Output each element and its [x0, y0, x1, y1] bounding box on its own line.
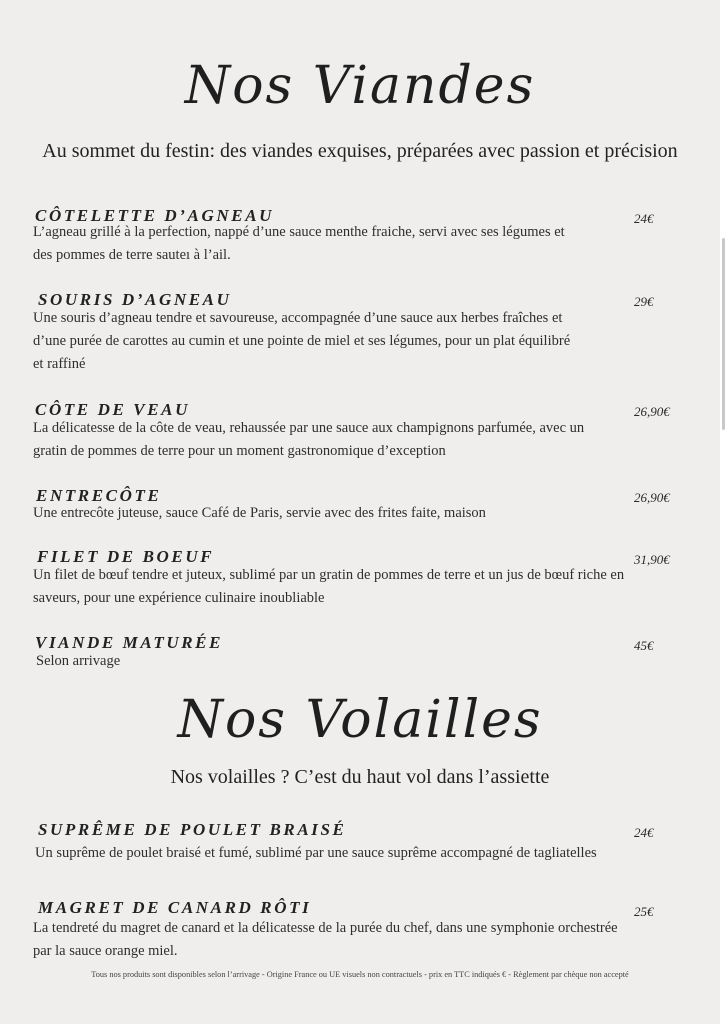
menu-item-description: La tendreté du magret de canard et la délicatesse de la purée du chef, dans une symphonie orchestrée par la sauce orange miel.	[33, 920, 618, 959]
menu-item-name: ENTRECÔTE	[36, 486, 162, 505]
menu-item-name: CÔTE DE VEAU	[35, 400, 190, 419]
menu-item-description: La délicatesse de la côte de veau, rehaussée par une sauce aux champignons parfumée, avec un gratin de pommes de terre pour un moment gastronomique d’exception	[33, 420, 585, 459]
menu-item-price: 24€	[634, 825, 654, 840]
scrollbar-track[interactable]	[720, 0, 728, 1024]
menu-item-description: Une souris d’agneau tendre et savoureuse, accompagnée d’une sauce aux herbes fraîches et d’une purée de carottes au cumin et une pointe de miel et ses légumes, pour un plat équilibré et raffiné	[33, 310, 571, 372]
menu-item-price: 26,90€	[634, 490, 670, 505]
volailles-subtitle: Nos volailles ? C’est du haut vol dans l’assiette	[170, 766, 550, 788]
volailles-title: Nos Volailles	[177, 690, 543, 750]
footer-note: Tous nos produits sont disponibles selon l’arrivage - Origine France ou UE visuels non contractuels - prix en TTC indiqués € - Règlement par chèque non accepté	[91, 970, 629, 979]
menu-item-price: 31,90€	[634, 552, 670, 567]
menu-item-name: SUPRÊME DE POULET BRAISÉ	[38, 820, 347, 839]
viandes-subtitle: Au sommet du festin: des viandes exquises, préparées avec passion et précision	[42, 140, 678, 162]
scrollbar-thumb[interactable]	[722, 238, 725, 430]
viandes-title: Nos Viandes	[184, 56, 536, 116]
menu-item-name: VIANDE MATURÉE	[35, 633, 224, 652]
menu-item-price: 24€	[634, 211, 654, 226]
menu-item-description: Selon arrivage	[36, 653, 121, 669]
menu-item-price: 29€	[634, 294, 654, 309]
menu-item-price: 26,90€	[634, 404, 670, 419]
menu-item-description: Un filet de bœuf tendre et juteux, sublimé par un gratin de pommes de terre et un jus de bœuf riche en saveurs, pour une expérience culinaire inoubliable	[33, 567, 625, 606]
menu-item-description: L’agneau grillé à la perfection, nappé d’une sauce menthe fraiche, servi avec ses légumes et des pommes de terre sauteı à l’ail.	[33, 224, 565, 263]
menu-item-description: Un suprême de poulet braisé et fumé, sublimé par une sauce suprême accompagné de tagliatelles	[35, 845, 597, 861]
menu-item-name: CÔTELETTE D’AGNEAU	[35, 206, 275, 225]
menu-item-name: MAGRET DE CANARD RÔTI	[38, 898, 312, 917]
menu-item-price: 25€	[634, 904, 654, 919]
menu-item-description: Une entrecôte juteuse, sauce Café de Paris, servie avec des frites faite, maison	[33, 505, 486, 521]
menu-item-name: FILET DE BOEUF	[37, 547, 215, 566]
menu-item-name: SOURIS D’AGNEAU	[38, 290, 232, 309]
menu-item-price: 45€	[634, 638, 654, 653]
